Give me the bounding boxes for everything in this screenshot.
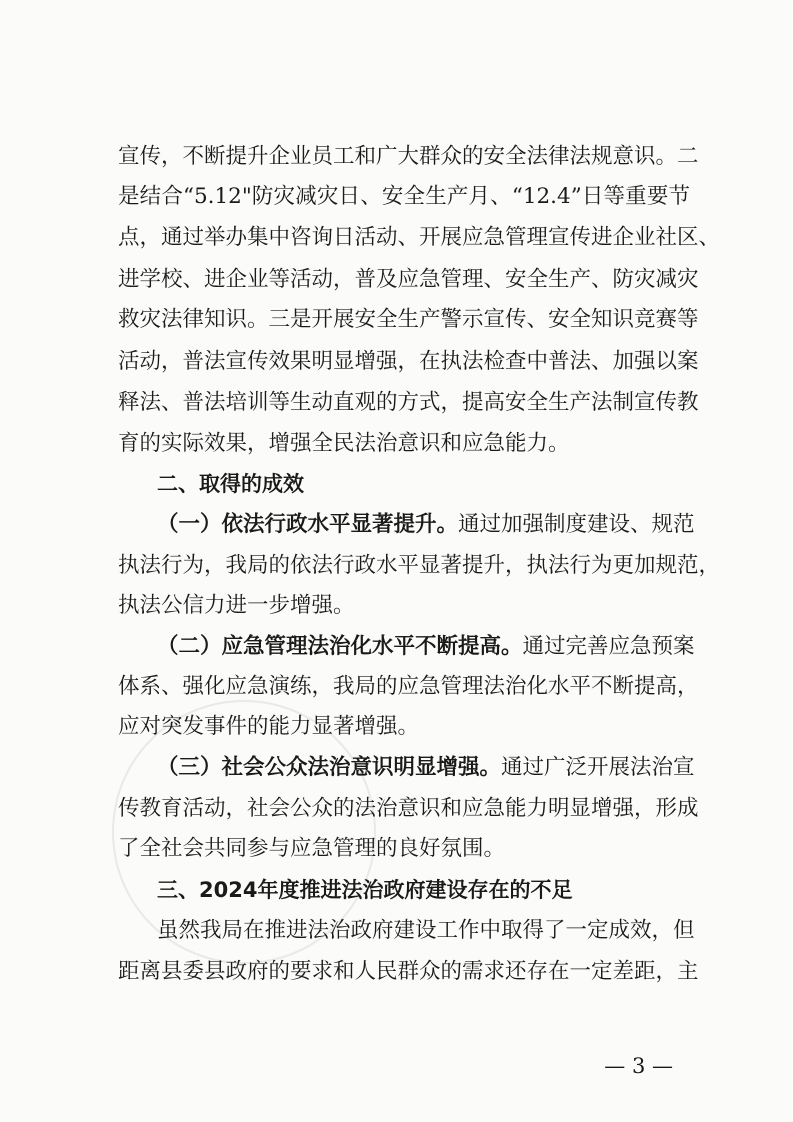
item-2-first-line <box>157 633 695 661</box>
paragraph-line: 传教育活动，社会公众的法治意识和应急能力明显增强，形成 <box>118 796 699 821</box>
paragraph-line: 应对突发事件的能力显著增强。 <box>118 714 420 739</box>
paragraph-line: 执法行为，我局的依法行政水平显著提升，执法行为更加规范， <box>118 553 721 578</box>
paragraph-line: 距离县委县政府的要求和人民群众的需求还存在一定差距，主 <box>118 959 699 984</box>
paragraph-line: 活动，普法宣传效果明显增强，在执法检查中普法、加强以案 <box>118 349 699 374</box>
paragraph-line: 进学校、进企业等活动，普及应急管理、安全生产、防灾减灾 <box>118 267 699 292</box>
paragraph-line: 了全社会共同参与应急管理的良好氛围。 <box>118 836 506 861</box>
item-1-text: 通过加强制度建设、规范 <box>458 512 695 537</box>
paragraph-line: 救灾法律知识。三是开展安全生产警示宣传、安全知识竞赛等 <box>118 307 699 332</box>
item-3-first-line <box>157 754 695 782</box>
paragraph-line: 体系、强化应急演练，我局的应急管理法治化水平不断提高， <box>118 674 699 699</box>
item-2-title: （二）应急管理法治化水平不断提高。 <box>157 634 523 659</box>
paragraph-line: 育的实际效果，增强全民法治意识和应急能力。 <box>118 431 570 456</box>
paragraph-line: 宣传，不断提升企业员工和广大群众的安全法律法规意识。二 <box>118 144 699 169</box>
paragraph-line: 点，通过举办集中咨询日活动、开展应急管理宣传进企业社区、 <box>118 225 721 250</box>
paragraph-line: 执法公信力进一步增强。 <box>118 593 355 618</box>
item-1-first-line <box>157 511 695 539</box>
section-heading-2: 二、取得的成效 <box>157 472 304 496</box>
item-3-title: （三）社会公众法治意识明显增强。 <box>157 755 502 780</box>
paragraph-line: 是结合“5.12"防灾减灾日、安全生产月、“12.4”日等重要节 <box>118 184 690 209</box>
item-2-text: 通过完善应急预案 <box>522 634 695 659</box>
section-heading-3: 三、2024年度推进法治政府建设存在的不足 <box>157 878 573 902</box>
paragraph-line: 虽然我局在推进法治政府建设工作中取得了一定成效，但 <box>157 918 695 943</box>
page-number: — 3 — <box>604 1054 673 1078</box>
item-1-title: （一）依法行政水平显著提升。 <box>157 512 459 537</box>
item-3-text: 通过广泛开展法治宣 <box>501 755 695 780</box>
paragraph-line: 释法、普法培训等生动直观的方式，提高安全生产法制宣传教 <box>118 390 699 415</box>
